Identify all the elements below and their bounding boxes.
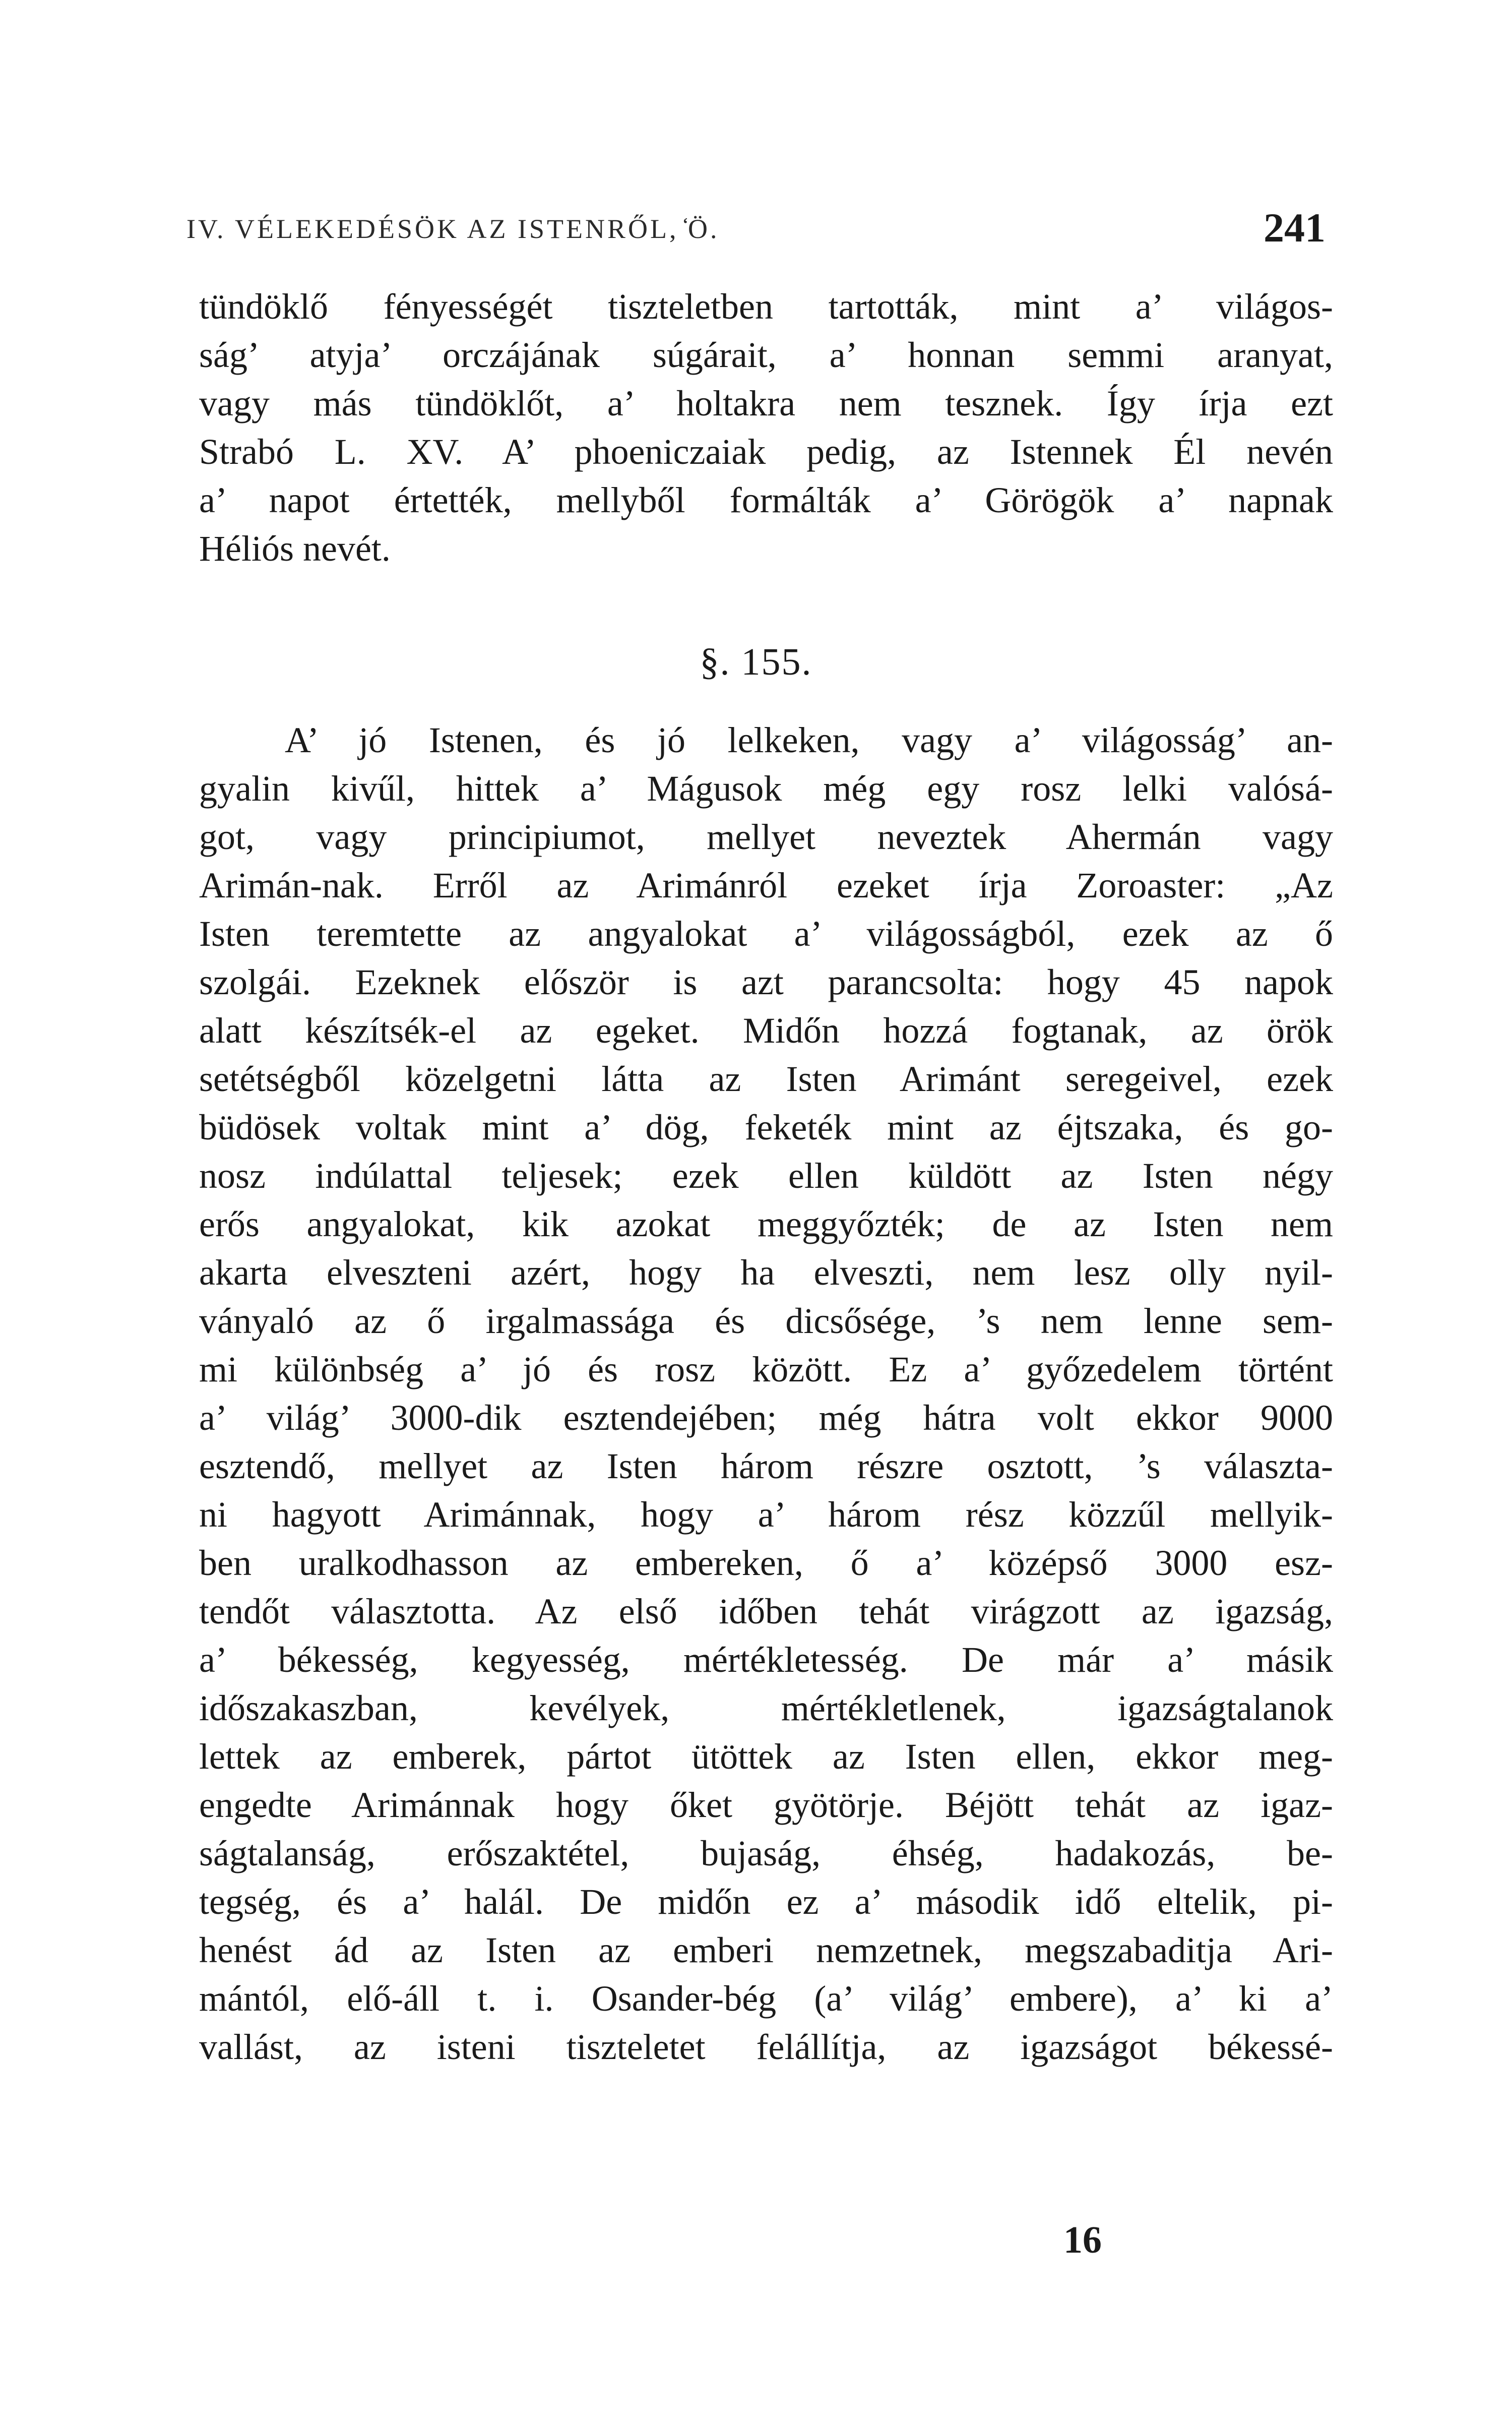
text-line: tegség, és a’ halál. De midőn ez a’ második idő eltelik, pi- <box>199 1882 1333 1922</box>
paragraph-continued <box>199 282 1333 573</box>
text-line: alatt készítsék-el az egeket. Midőn hozzá fogtanak, az örök <box>199 1010 1333 1051</box>
text-line: Arimán-nak. Erről az Arimánról ezeket írja Zoroaster: „Az <box>199 865 1333 905</box>
text-line: a’ világ’ 3000-dik esztendejében; még hátra volt ekkor 9000 <box>199 1398 1333 1438</box>
text-line: mántól, elő-áll t. i. Osander-bég (a’ világ’ embere), a’ ki a’ <box>199 1978 1333 2019</box>
running-title: IV. VÉLEKEDÉSÖK AZ ISTENRŐL, ̒̒Ö. <box>186 214 720 244</box>
text-line: henést ád az Isten az emberi nemzetnek, megszabaditja Ari- <box>199 1930 1333 1970</box>
text-line: vagy más tündöklőt, a’ holtakra nem tesznek. Így írja ezt <box>199 383 1333 424</box>
text-line: nosz indúlattal teljesek; ezek ellen küldött az Isten négy <box>199 1156 1333 1196</box>
text-line: büdösek voltak mint a’ dög, feketék mint az éjtszaka, és go- <box>199 1107 1333 1147</box>
text-line: ben uralkodhasson az embereken, ő a’ középső 3000 esz- <box>199 1543 1333 1583</box>
text-line: lettek az emberek, pártot ütöttek az Isten ellen, ekkor meg- <box>199 1736 1333 1777</box>
text-line: got, vagy principiumot, mellyet neveztek Ahermán vagy <box>199 817 1333 857</box>
text-line: vallást, az isteni tiszteletet felállítja, az igazságot békessé- <box>199 2027 1333 2067</box>
text-line: ványaló az ő irgalmassága és dicsősége, ’s nem lenne sem- <box>199 1301 1333 1341</box>
text-line: szolgái. Ezeknek először is azt parancsolta: hogy 45 napok <box>199 962 1333 1002</box>
text-line: Isten teremtette az angyalokat a’ világosságból, ezek az ő <box>199 914 1333 954</box>
text-line: ni hagyott Arimánnak, hogy a’ három rész közzűl mellyik- <box>199 1494 1333 1535</box>
running-head <box>186 204 1326 255</box>
text-line: a’ békesség, kegyesség, mértékletesség. De már a’ másik <box>199 1640 1333 1680</box>
text-line: Héliós nevét. <box>199 528 391 569</box>
text-line: erős angyalokat, kik azokat meggyőzték; de az Isten nem <box>199 1204 1333 1244</box>
text-line: ság’ atyja’ orczájának súgárait, a’ honnan semmi aranyat, <box>199 335 1333 375</box>
text-line: setétségből közelgetni látta az Isten Arimánt seregeivel, ezek <box>199 1059 1333 1099</box>
text-line: engedte Arimánnak hogy őket gyötörje. Béjött tehát az igaz- <box>199 1785 1333 1825</box>
page-number: 241 <box>1264 205 1326 251</box>
text-line: tendőt választotta. Az első időben tehát virágzott az igazság, <box>199 1591 1333 1631</box>
text-line: esztendő, mellyet az Isten három részre osztott, ’s választa- <box>199 1446 1333 1486</box>
section-heading: §. 155. <box>700 641 812 683</box>
text-line: akarta elveszteni azért, hogy ha elveszti, nem lesz olly nyil- <box>199 1252 1333 1293</box>
paragraph-section-155 <box>199 716 1333 2071</box>
signature-mark: 16 <box>1063 2219 1102 2261</box>
text-line: időszakaszban, kevélyek, mértékletlenek, igazságtalanok <box>199 1688 1333 1728</box>
text-line: ságtalanság, erőszaktétel, bujaság, éhség, hadakozás, be- <box>199 1833 1333 1873</box>
text-line: A’ jó Istenen, és jó lelkeken, vagy a’ világosság’ an- <box>285 720 1333 760</box>
text-line: gyalin kivűl, hittek a’ Mágusok még egy rosz lelki valósá- <box>199 768 1333 809</box>
text-line: tündöklő fényességét tiszteletben tartották, mint a’ világos- <box>199 286 1333 327</box>
text-line: a’ napot értették, mellyből formálták a’ Görögök a’ napnak <box>199 480 1333 520</box>
text-line: mi különbség a’ jó és rosz között. Ez a’ győzedelem történt <box>199 1349 1333 1389</box>
text-line: Strabó L. XV. A’ phoeniczaiak pedig, az Istennek Él nevén <box>199 432 1333 472</box>
